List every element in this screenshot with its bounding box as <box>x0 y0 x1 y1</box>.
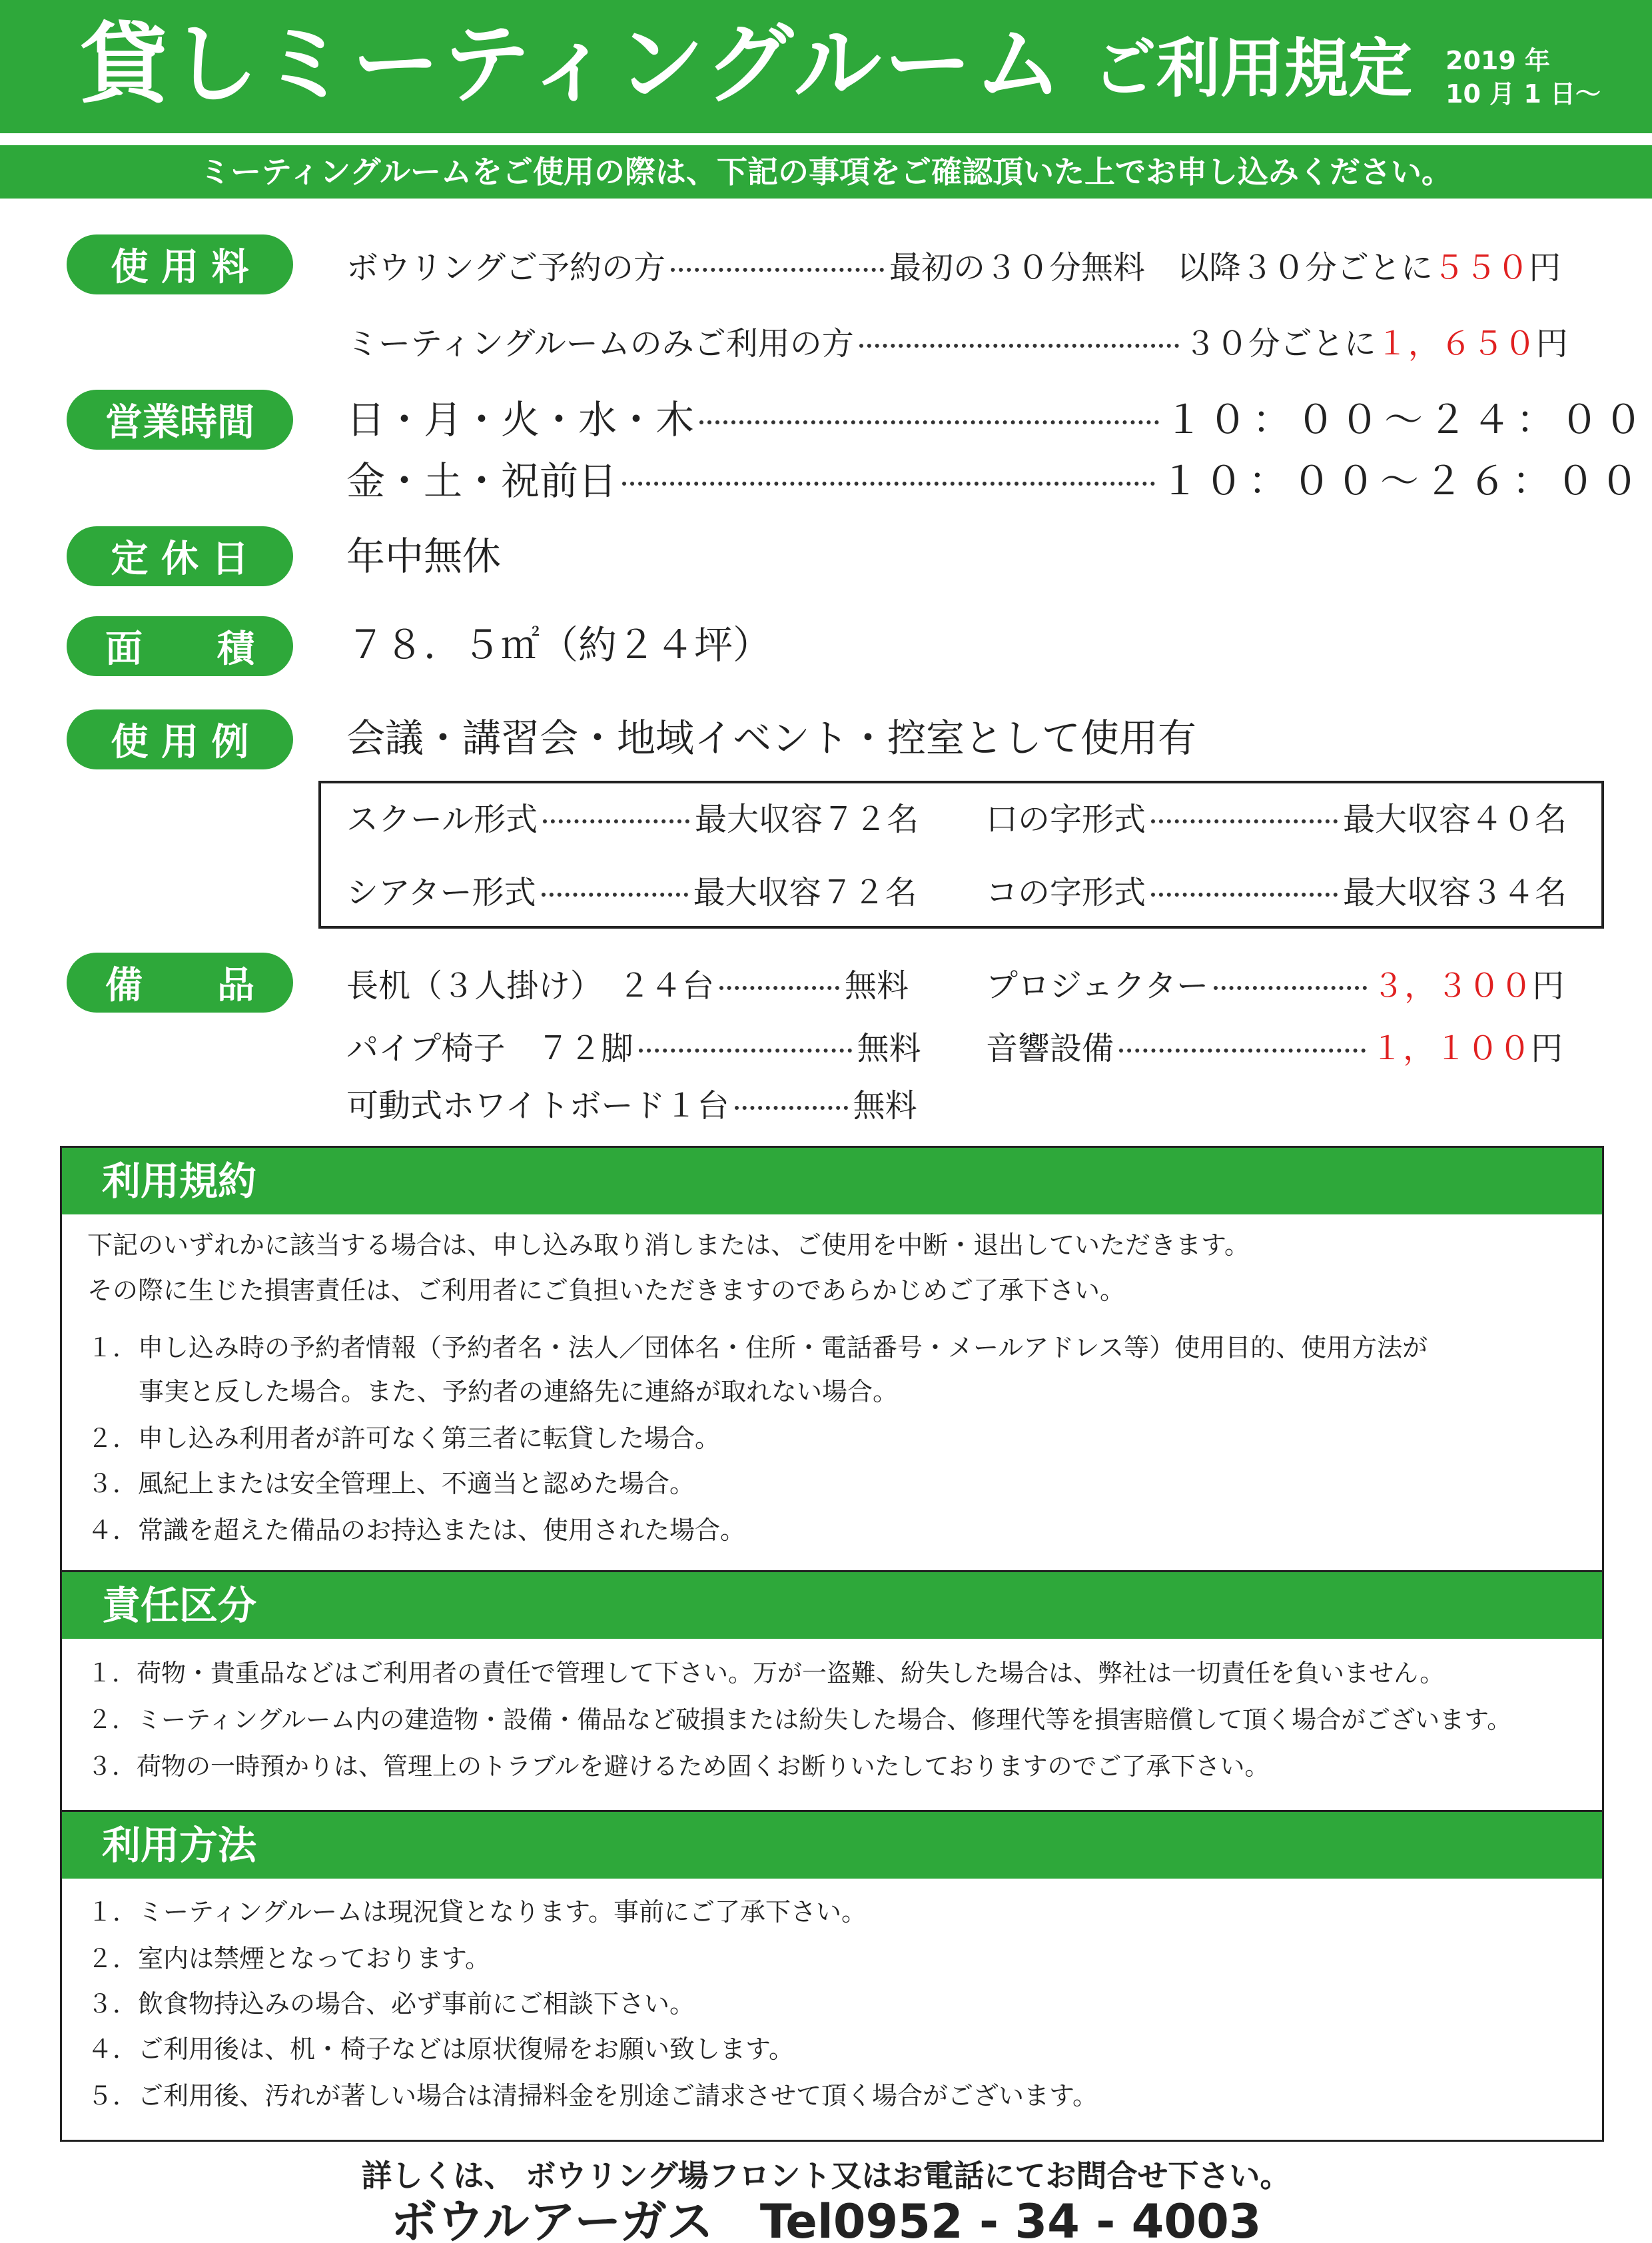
usage-value: 会議・講習会・地域イベント・控室として使用有 <box>346 715 1197 761</box>
responsibility-title: 責任区分 <box>102 1583 257 1628</box>
equipment-desk <box>346 965 909 1007</box>
notice-bar <box>0 145 1652 199</box>
responsibility-section <box>60 1570 1604 1812</box>
hours-row-weekend <box>346 456 1644 506</box>
method-item-1: １．ミーティングルームは現況貸となります。事前にご了承下さい。 <box>87 1897 867 1927</box>
equipment-label: 備 品 <box>67 953 293 1013</box>
equipment-audio-unit: 円 <box>1531 1030 1563 1067</box>
method-header <box>62 1812 1602 1879</box>
capacity-o-shape-value: 最大収容４０名 <box>1343 801 1567 838</box>
leader-dots <box>1151 893 1338 897</box>
leader-dots <box>735 1106 848 1110</box>
fee-row-room <box>346 322 1568 365</box>
capacity-u-shape <box>986 871 1567 914</box>
contact-note: 詳しくは、 ボウリング場フロント又はお電話にてお問合せ下さい。 <box>361 2158 1291 2194</box>
notice-text: ミーティングルームをご使用の際は、下記の事項をご確認頂いた上でお申し込みください。 <box>199 154 1453 190</box>
method-section <box>60 1810 1604 2142</box>
responsibility-item-1: １．荷物・貴重品などはご利用者の責任で管理して下さい。万が一盗難、紛失した場合は、弊社は一切責任を負いません。 <box>87 1659 1445 1687</box>
fee-row-room-price: １，６５０ <box>1376 325 1536 362</box>
equipment-projector-name: プロジェクター <box>986 967 1209 1005</box>
equipment-desk-price: 無料 <box>845 967 909 1005</box>
fee-row-bowling-label: ボウリングご予約の方 <box>346 249 666 286</box>
capacity-school-name: スクール形式 <box>346 801 538 838</box>
fee-row-room-unit: 円 <box>1535 325 1568 362</box>
method-item-5: ５．ご利用後、汚れが著しい場合は清掃料金を別途ご請求させて頂く場合がございます。 <box>87 2081 1098 2110</box>
hours-label: 営業時間 <box>67 390 293 450</box>
leader-dots <box>622 482 1155 486</box>
fee-row-room-label: ミーティングルームのみご利用の方 <box>346 325 854 362</box>
equipment-projector-unit: 円 <box>1532 967 1565 1005</box>
terms-item-1b: 事実と反した場合。また、予約者の連絡先に連絡が取れない場合。 <box>139 1377 899 1406</box>
terms-intro-2: その際に生じた損害責任は、ご利用者にご負担いただきますのであらかじめご了承下さい。 <box>87 1276 1126 1305</box>
capacity-u-shape-name: コの字形式 <box>986 874 1146 911</box>
leader-dots <box>699 420 1159 424</box>
usage-label: 使 用 例 <box>67 709 293 769</box>
responsibility-item-3: ３．荷物の一時預かりは、管理上のトラブルを避けるため固くお断りいたしておりますのでご了承下さい。 <box>87 1752 1270 1781</box>
terms-header <box>62 1148 1602 1214</box>
equipment-chair-name: パイプ椅子 ７２脚 <box>346 1030 633 1067</box>
effective-date: 10 月 1 日〜 <box>1446 79 1601 109</box>
method-item-4: ４．ご利用後は、机・椅子などは原状復帰をお願い致します。 <box>87 2034 794 2064</box>
equipment-audio-name: 音響設備 <box>986 1030 1114 1067</box>
responsibility-header <box>62 1572 1602 1639</box>
capacity-theater-name: シアター形式 <box>346 874 536 911</box>
terms-item-2: ２．申し込み利用者が許可なく第三者に転貸した場合。 <box>87 1424 721 1453</box>
terms-title: 利用規約 <box>102 1158 257 1204</box>
leader-dots <box>1214 986 1367 990</box>
equipment-audio <box>986 1027 1563 1070</box>
equipment-chair <box>346 1027 921 1070</box>
fee-row-bowling <box>346 246 1561 289</box>
method-title: 利用方法 <box>102 1823 257 1868</box>
equipment-whiteboard-name: 可動式ホワイトボード１台 <box>346 1087 729 1124</box>
equipment-desk-name: 長机（３人掛け） ２４台 <box>346 967 715 1005</box>
terms-intro-1: 下記のいずれかに該当する場合は、申し込み取り消しまたは、ご使用を中断・退出していただきます。 <box>87 1230 1250 1260</box>
terms-item-1a: １．申し込み時の予約者情報（予約者名・法人／団体名・住所・電話番号・メールアドレス等）使用目的、使用方法が <box>87 1333 1428 1362</box>
fee-row-bowling-desc: 最初の３０分無料 以降３０分ごとに <box>889 249 1434 286</box>
leader-dots <box>542 893 688 897</box>
hours-weekend-time: １０：００〜２６：００ <box>1160 458 1645 504</box>
closed-value: 年中無休 <box>346 534 502 579</box>
leader-dots <box>859 344 1179 348</box>
hours-row-weekday <box>346 394 1648 445</box>
page-subtitle: ご利用規定 <box>1092 31 1412 106</box>
responsibility-item-2: ２．ミーティングルーム内の建造物・設備・備品など破損または紛失した場合、修理代等を損害賠償して頂く場合がございます。 <box>87 1705 1512 1734</box>
fee-row-room-desc: ３０分ごとに <box>1184 325 1376 362</box>
equipment-projector <box>986 965 1564 1007</box>
equipment-whiteboard-price: 無料 <box>853 1087 917 1124</box>
leader-dots <box>639 1049 852 1053</box>
leader-dots <box>543 819 689 823</box>
capacity-theater <box>346 871 917 914</box>
method-item-2: ２．室内は禁煙となっております。 <box>87 1944 490 1973</box>
page-title: 貸しミーティングルーム <box>80 13 1065 116</box>
equipment-chair-price: 無料 <box>857 1030 921 1067</box>
equipment-projector-price: ３，３００ <box>1372 967 1533 1005</box>
capacity-school-value: 最大収容７２名 <box>695 801 919 838</box>
capacity-o-shape <box>986 798 1567 841</box>
leader-dots <box>1151 819 1338 823</box>
fee-label: 使 用 料 <box>67 234 293 294</box>
title-banner <box>0 0 1652 133</box>
method-item-3: ３．飲食物持込みの場合、必ず事前にご相談下さい。 <box>87 1989 695 2019</box>
capacity-u-shape-value: 最大収容３４名 <box>1343 874 1567 911</box>
fee-row-bowling-price: ５５０ <box>1433 249 1529 286</box>
effective-year: 2019 年 <box>1446 46 1550 75</box>
fee-row-bowling-unit: 円 <box>1529 249 1561 286</box>
leader-dots <box>671 268 884 272</box>
terms-section <box>60 1146 1604 1572</box>
capacity-school <box>346 798 919 841</box>
area-label: 面 積 <box>67 616 293 676</box>
capacity-o-shape-name: 口の字形式 <box>986 801 1146 838</box>
equipment-audio-price: １，１００ <box>1371 1030 1531 1067</box>
leader-dots <box>1119 1049 1366 1053</box>
area-value: ７８．５㎡（約２４坪） <box>346 622 772 668</box>
hours-weekend-days: 金・土・祝前日 <box>346 458 618 504</box>
hours-weekday-time: １０：００〜２４：００ <box>1164 397 1649 442</box>
equipment-whiteboard <box>346 1085 917 1127</box>
capacity-theater-value: 最大収容７２名 <box>693 874 917 911</box>
hours-weekday-days: 日・月・火・水・木 <box>346 397 695 442</box>
closed-label: 定 休 日 <box>67 526 293 586</box>
contact-phone: ボウルアーガス Tel0952 - 34 - 4003 <box>390 2194 1262 2243</box>
leader-dots <box>719 986 839 990</box>
terms-item-3: ３．風紀上または安全管理上、不適当と認めた場合。 <box>87 1469 695 1498</box>
terms-item-4: ４．常識を超えた備品のお持込または、使用された場合。 <box>87 1516 746 1545</box>
